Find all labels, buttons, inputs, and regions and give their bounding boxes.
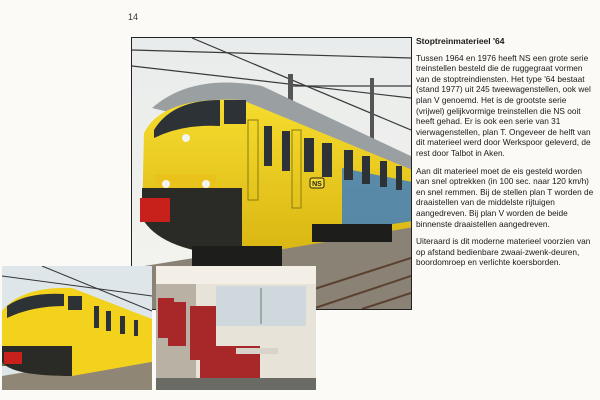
article-title: Stoptreinmaterieel '64 xyxy=(416,36,505,46)
article-paragraph: Uiteraard is dit moderne materieel voorzien van op afstand bedienbare zwaai-zwenk-deuren, boordomroep en verlichte koersborden. xyxy=(416,236,591,268)
train-front-photo xyxy=(2,266,152,390)
article-paragraph: Aan dit materieel moet de eis gesteld worden van snel optrekken (in 100 sec. naar 120 km/h) en snel remmen. Bij de stellen plan T worden de draaistellen van de middelste rijtuigen aangedreven. Bij plan V worden de beide binnenste draaistellen aangedreven. xyxy=(416,165,594,229)
article-paragraph: Tussen 1964 en 1976 heeft NS een grote serie treinstellen besteld die de ruggegraat vormen van de stoptreindiensten. Het type '64 bestaat (stand 1977) uit 245 tweewagenstellen, ook wel plan V genoemd. Het is de grootste serie (vrijwel) gelijkvormige treinstellen die NS ooit heeft gehad. Er is ook een serie van 31 vierwagenstellen, plan T. Ongeveer de helft van dit materieel werd door Werkspoor geleverd, de rest door Talbot in Aken. xyxy=(416,52,591,158)
article-text xyxy=(416,36,596,275)
page-number: 14 xyxy=(128,12,139,22)
train-interior-photo xyxy=(156,266,316,390)
ns-logo-icon xyxy=(310,178,324,188)
svg-text:NS: NS xyxy=(312,181,322,188)
